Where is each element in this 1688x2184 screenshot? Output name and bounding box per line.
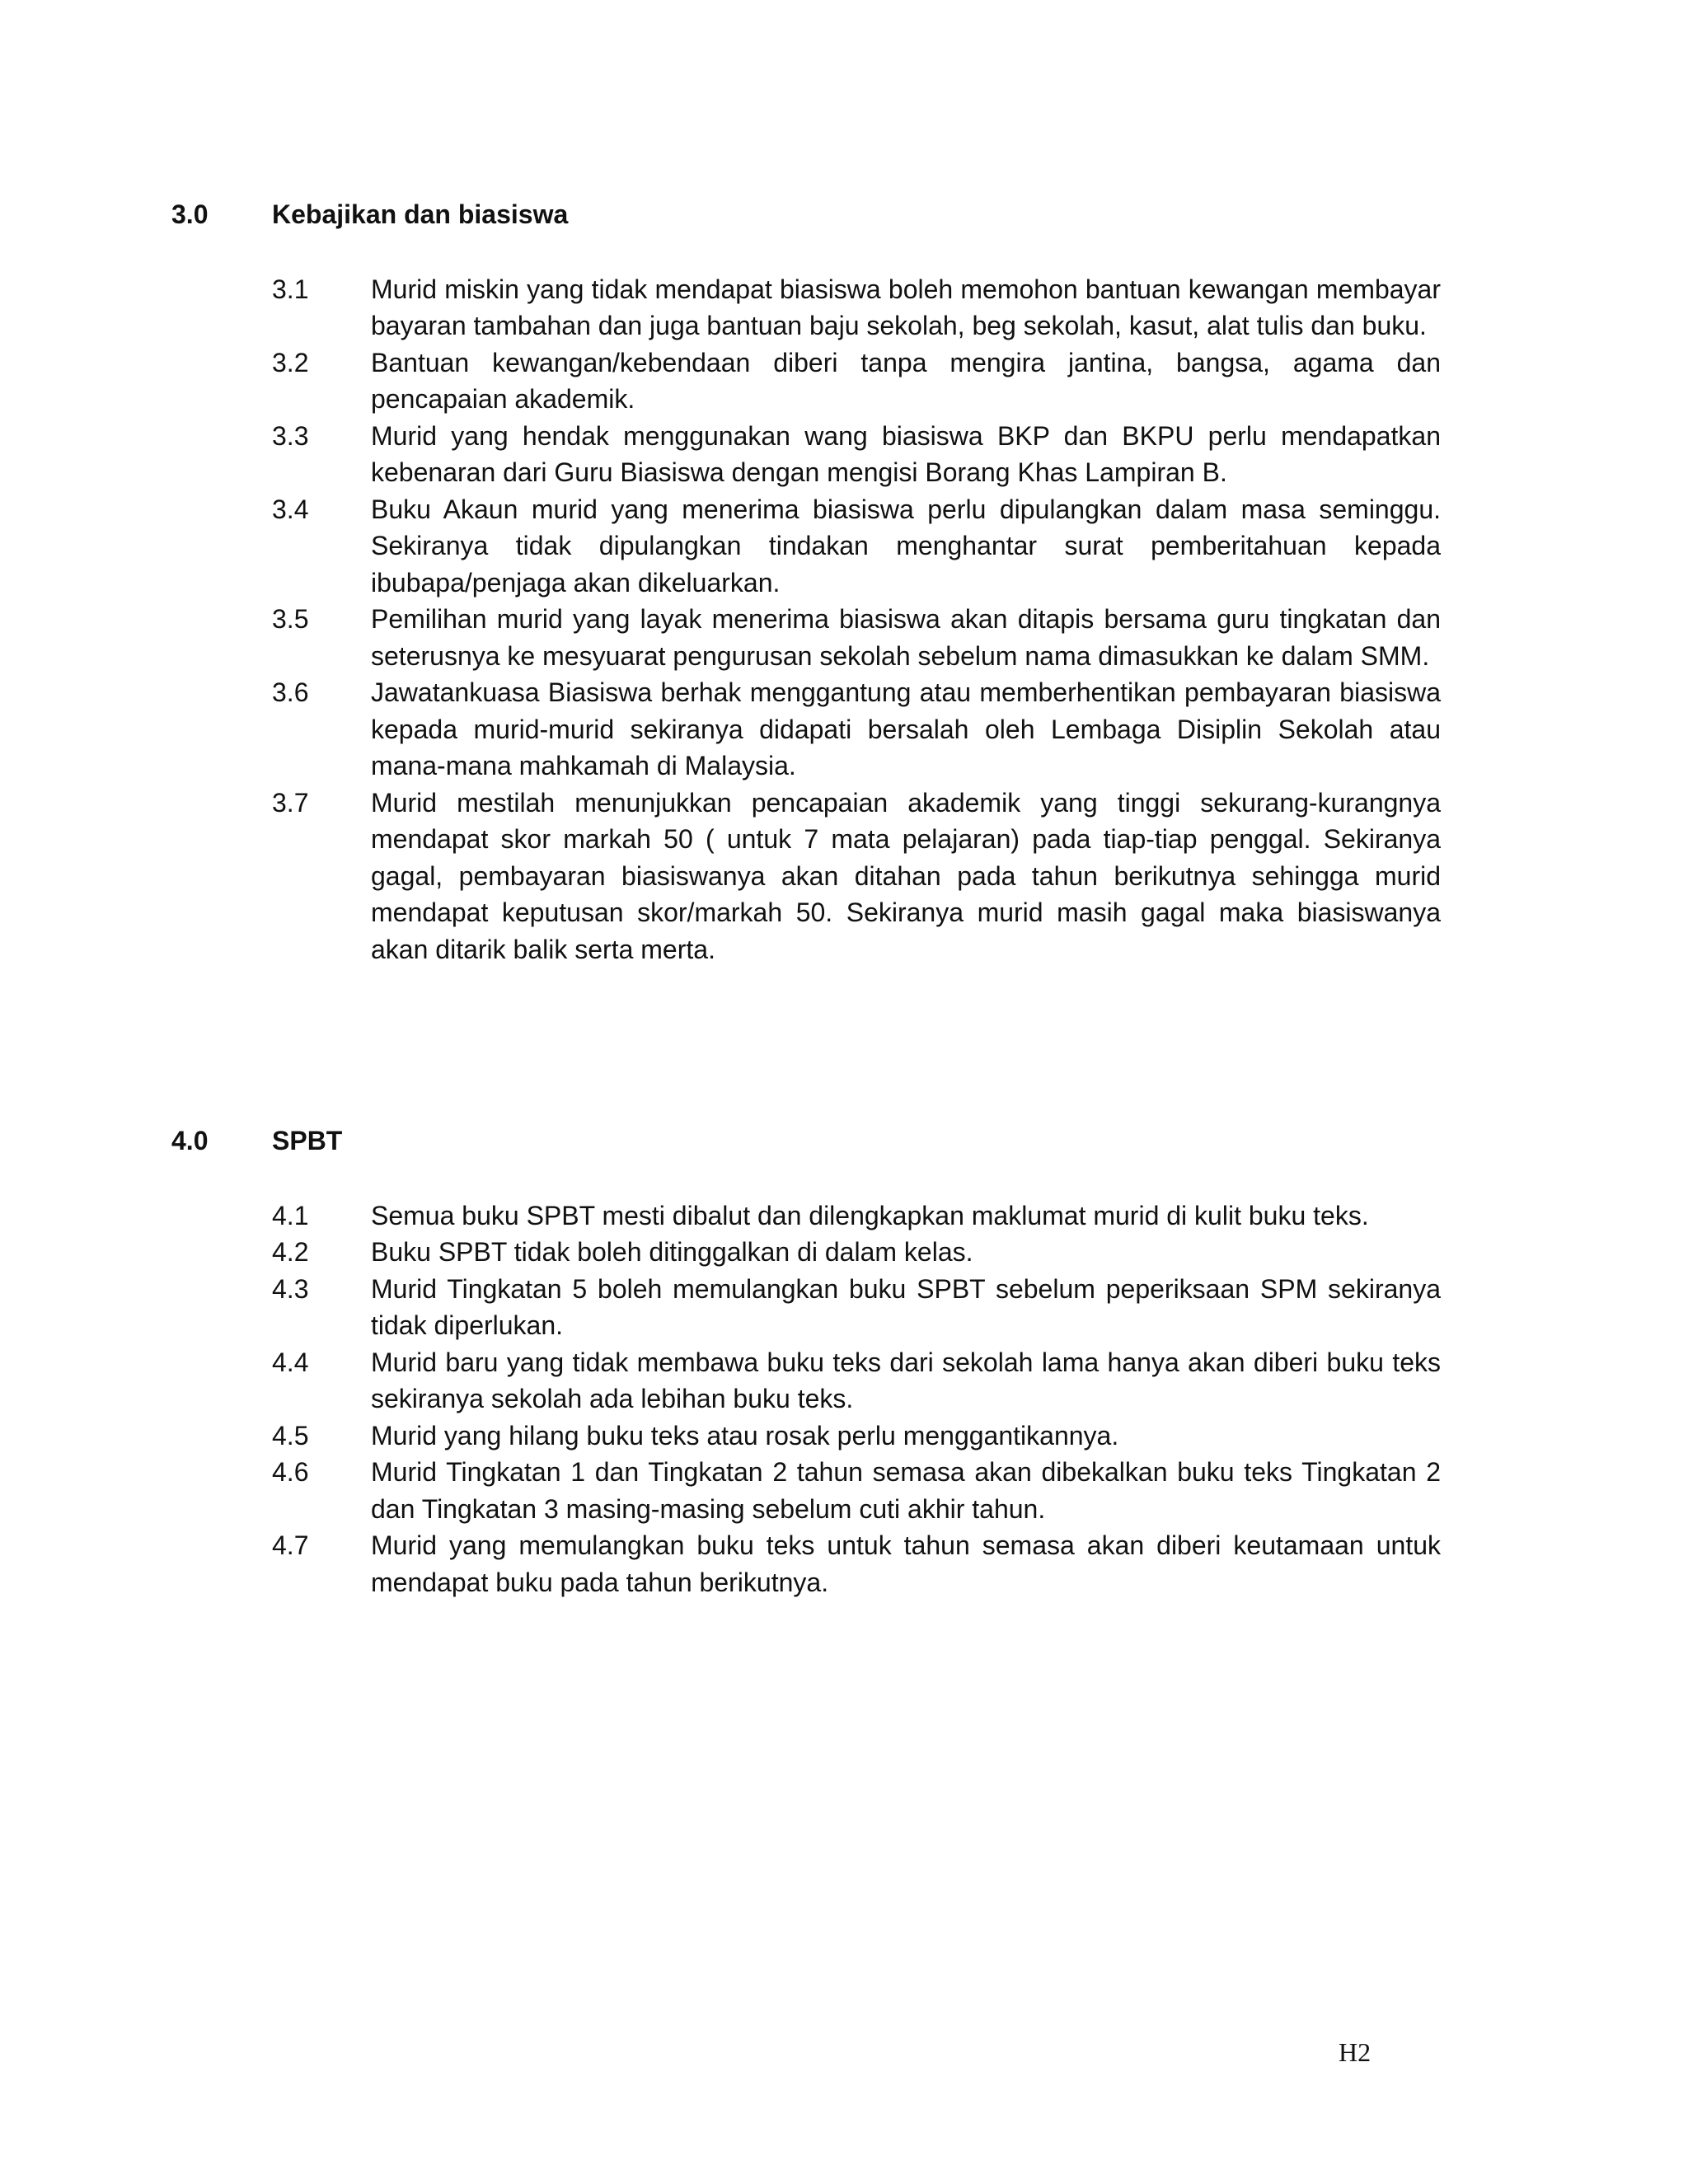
item-number: 4.6 (272, 1457, 309, 1487)
page-number: H2 (1339, 2037, 1372, 2067)
list-item (272, 271, 1441, 344)
item-list (272, 1197, 1441, 1601)
item-number: 4.7 (272, 1530, 309, 1560)
item-number: 4.3 (272, 1273, 309, 1304)
section-number: 3.0 (171, 199, 209, 229)
item-number: 4.5 (272, 1420, 309, 1451)
list-item (272, 674, 1441, 785)
item-text: Murid Tingkatan 1 dan Tingkatan 2 tahun semasa akan dibekalkan buku teks Tingkatan 2 dan Tingkatan 3 masing-masing sebelum cuti akhir tahun. (371, 1457, 1441, 1524)
section-heading (171, 196, 1441, 233)
item-number: 3.3 (272, 420, 309, 451)
item-text: Bantuan kewangan/kebendaan diberi tanpa mengira jantina, bangsa, agama dan pencapaian akademik. (371, 347, 1441, 414)
item-number: 4.1 (272, 1200, 309, 1230)
item-text: Pemilihan murid yang layak menerima biasiswa akan ditapis bersama guru tingkatan dan seterusnya ke mesyuarat pengurusan sekolah sebelum nama dimasukkan ke dalam SMM. (371, 604, 1441, 671)
item-number: 3.2 (272, 347, 309, 377)
item-text: Murid yang hilang buku teks atau rosak perlu menggantikannya. (371, 1420, 1119, 1451)
item-list (272, 271, 1441, 968)
section-spbt (171, 1122, 1441, 1601)
list-item (272, 1197, 1441, 1235)
item-text: Murid baru yang tidak membawa buku teks dari sekolah lama hanya akan diberi buku teks sekiranya sekolah ada lebihan buku teks. (371, 1347, 1441, 1413)
item-number: 3.6 (272, 677, 309, 707)
section-title: Kebajikan dan biasiswa (272, 199, 569, 229)
list-item (272, 1527, 1441, 1601)
item-text: Murid yang hendak menggunakan wang biasiswa BKP dan BKPU perlu mendapatkan kebenaran dari Guru Biasiswa dengan mengisi Borang Khas Lampiran B. (371, 420, 1441, 487)
item-text: Murid mestilah menunjukkan pencapaian akademik yang tinggi sekurang-kurangnya mendapat skor markah 50 ( untuk 7 mata pelajaran) pada tiap-tiap penggal. Sekiranya gagal, pembayaran biasiswanya akan ditahan pada tahun berikutnya sehingga murid mendapat keputusan skor/markah 50. Sekiranya murid masih gagal maka biasiswanya akan ditarik balik serta merta. (371, 787, 1441, 964)
item-text: Murid yang memulangkan buku teks untuk tahun semasa akan diberi keutamaan untuk mendapat buku pada tahun berikutnya. (371, 1530, 1441, 1597)
item-number: 3.4 (272, 494, 309, 524)
section-number: 4.0 (171, 1126, 209, 1155)
section-heading (171, 1122, 1441, 1160)
item-number: 3.1 (272, 274, 309, 304)
item-text: Buku SPBT tidak boleh ditinggalkan di dalam kelas. (371, 1237, 973, 1267)
list-item (272, 418, 1441, 491)
item-number: 4.2 (272, 1237, 309, 1267)
list-item (272, 344, 1441, 418)
item-text: Buku Akaun murid yang menerima biasiswa perlu dipulangkan dalam masa seminggu. Sekiranya tidak dipulangkan tindakan menghantar surat pemberitahuan kepada ibubapa/penjaga akan dikeluarkan. (371, 494, 1441, 598)
list-item (272, 601, 1441, 674)
list-item (272, 1418, 1441, 1455)
item-number: 3.5 (272, 604, 309, 634)
item-number: 4.4 (272, 1347, 309, 1377)
item-number: 3.7 (272, 787, 309, 818)
list-item (272, 1344, 1441, 1418)
list-item (272, 1234, 1441, 1271)
section-title: SPBT (272, 1126, 343, 1155)
item-text: Jawatankuasa Biasiswa berhak menggantung atau memberhentikan pembayaran biasiswa kepada murid-murid sekiranya didapati bersalah oleh Lembaga Disiplin Sekolah atau mana-mana mahkamah di Malaysia. (371, 677, 1441, 780)
item-text: Murid Tingkatan 5 boleh memulangkan buku SPBT sebelum peperiksaan SPM sekiranya tidak diperlukan. (371, 1273, 1441, 1340)
list-item (272, 1271, 1441, 1344)
list-item (272, 1454, 1441, 1527)
list-item (272, 785, 1441, 968)
item-text: Semua buku SPBT mesti dibalut dan dilengkapkan maklumat murid di kulit buku teks. (371, 1200, 1369, 1230)
section-kebajikan-dan-biasiswa (171, 196, 1441, 968)
list-item (272, 491, 1441, 602)
item-text: Murid miskin yang tidak mendapat biasiswa boleh memohon bantuan kewangan membayar bayaran tambahan dan juga bantuan baju sekolah, beg sekolah, kasut, alat tulis dan buku. (371, 274, 1441, 340)
